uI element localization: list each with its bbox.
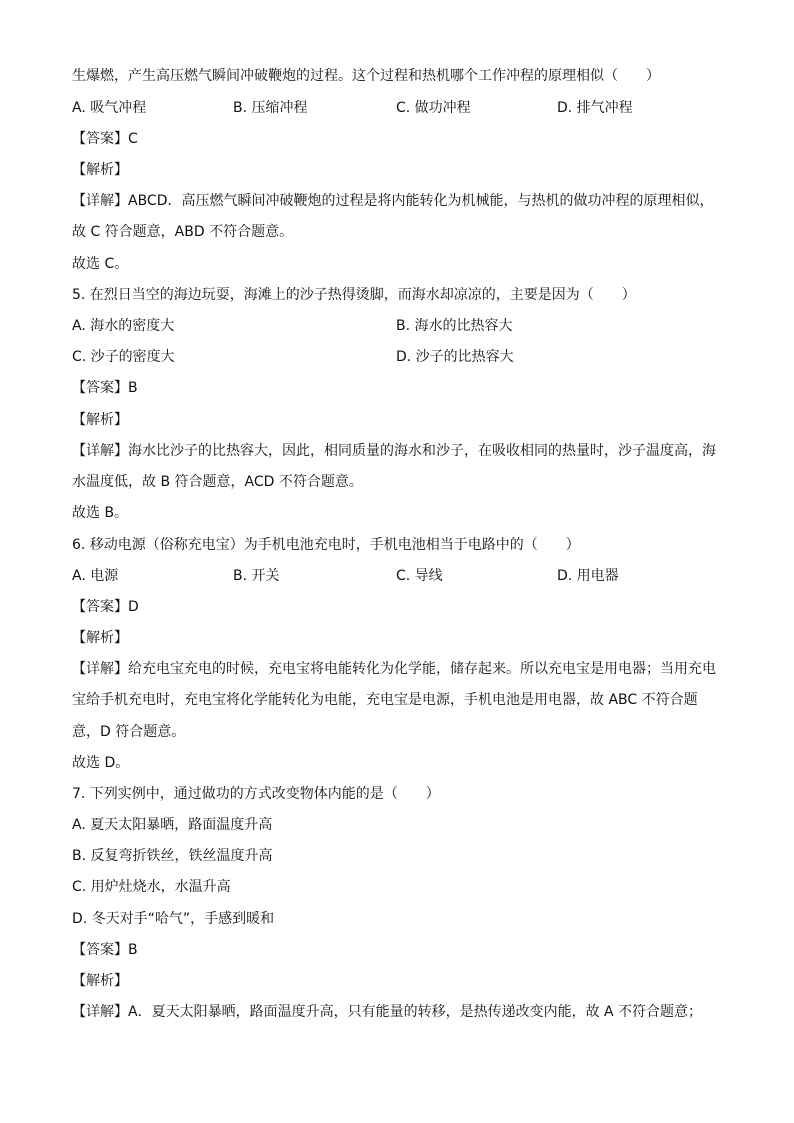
q4-detail-line-2: 故 C 符合题意，ABD 不符合题意。	[72, 224, 294, 240]
q5-detail-line-2: 水温度低，故 B 符合题意，ACD 不符合题意。	[72, 474, 363, 490]
q4-option-b: B. 压缩冲程	[233, 100, 308, 116]
q7-option-c: C. 用炉灶烧水，水温升高	[72, 879, 231, 895]
q6-detail-line-3: 意，D 符合题意。	[72, 724, 186, 740]
q6-answer: 【答案】D	[72, 599, 139, 615]
q6-detail-line-1: 【详解】给充电宝充电的时候，充电宝将电能转化为化学能，储存起来。所以充电宝是用电器；当用充电	[72, 661, 716, 677]
q7-analysis-label: 【解析】	[72, 973, 128, 989]
q6-option-a: A. 电源	[72, 568, 119, 584]
q6-option-c: C. 导线	[396, 568, 443, 584]
q4-option-a: A. 吸气冲程	[72, 100, 147, 116]
q7-stem: 7. 下列实例中，通过做功的方式改变物体内能的是（ ）	[72, 786, 440, 802]
q7-option-b: B. 反复弯折铁丝，铁丝温度升高	[72, 848, 273, 864]
q4-stem-tail: 生爆燃，产生高压燃气瞬间冲破鞭炮的过程。这个过程和热机哪个工作冲程的原理相似（ ）	[72, 68, 660, 84]
q6-detail-line-2: 宝给手机充电时，充电宝将化学能转化为电能，充电宝是电源，手机电池是用电器，故 ABC 不符合题	[72, 692, 698, 708]
q4-option-d: D. 排气冲程	[557, 100, 633, 116]
q7-option-d: D. 冬天对手“哈气”，手感到暖和	[72, 911, 275, 927]
q7-answer: 【答案】B	[72, 942, 138, 958]
q4-conclusion: 故选 C。	[72, 256, 129, 272]
q5-detail-line-1: 【详解】海水比沙子的比热容大，因此，相同质量的海水和沙子，在吸收相同的热量时，沙子温度高，海	[72, 443, 716, 459]
q4-analysis-label: 【解析】	[72, 162, 128, 178]
q6-option-d: D. 用电器	[557, 568, 619, 584]
q7-option-a: A. 夏天太阳暴晒，路面温度升高	[72, 817, 273, 833]
q4-detail-line-1: 【详解】ABCD．高压燃气瞬间冲破鞭炮的过程是将内能转化为机械能，与热机的做功冲程的原理相似，	[72, 193, 714, 209]
q5-stem: 5. 在烈日当空的海边玩耍，海滩上的沙子热得烫脚，而海水却凉凉的，主要是因为（ ）	[72, 287, 636, 303]
q5-analysis-label: 【解析】	[72, 412, 128, 428]
q6-option-b: B. 开关	[233, 568, 280, 584]
q5-answer: 【答案】B	[72, 380, 138, 396]
q5-conclusion: 故选 B。	[72, 505, 129, 521]
q5-option-b: B. 海水的比热容大	[396, 318, 513, 334]
q6-conclusion: 故选 D。	[72, 755, 130, 771]
q4-option-c: C. 做功冲程	[396, 100, 471, 116]
q6-analysis-label: 【解析】	[72, 630, 128, 646]
q5-option-d: D. 沙子的比热容大	[396, 349, 514, 365]
q7-detail-line-1: 【详解】A．夏天太阳暴晒，路面温度升高，只有能量的转移，是热传递改变内能，故 A 不符合题意；	[72, 1004, 703, 1020]
q4-answer: 【答案】C	[72, 131, 138, 147]
q5-option-a: A. 海水的密度大	[72, 318, 175, 334]
q5-option-c: C. 沙子的密度大	[72, 349, 175, 365]
q6-stem: 6. 移动电源（俗称充电宝）为手机电池充电时，手机电池相当于电路中的（ ）	[72, 537, 580, 553]
